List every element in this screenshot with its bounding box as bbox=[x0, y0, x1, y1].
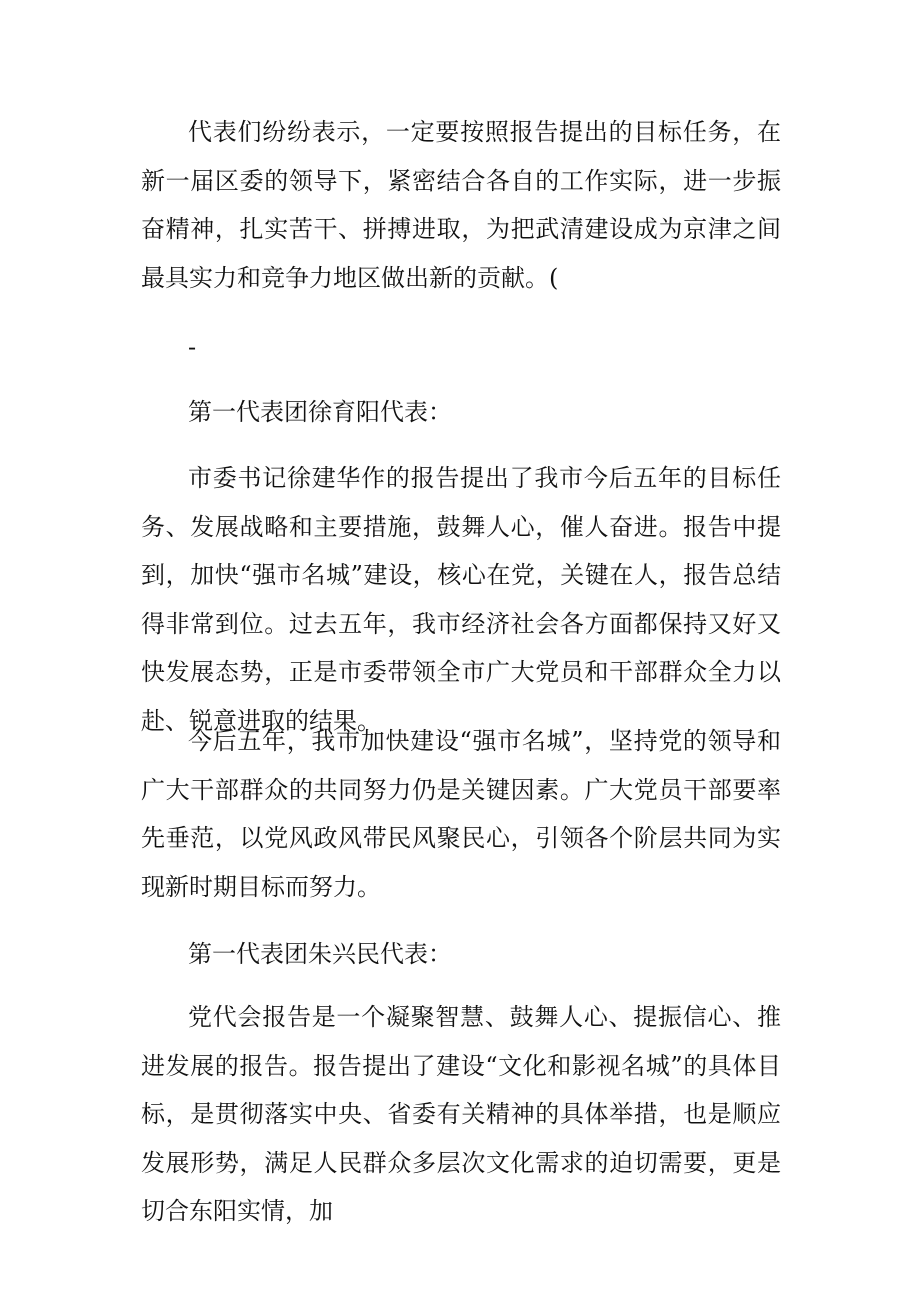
speaker-heading-zhu-xingmin: 第一代表团朱兴民代表： bbox=[188, 940, 452, 968]
paragraph-xu-speech-1: 市委书记徐建华作的报告提出了我市今后五年的目标任务、发展战略和主要措施，鼓舞人心，催人奋进。报告中提到，加快“强市名城”建设，核心在党，关键在人，报告总结得非常到位。过去五年，我市经济社会各方面都保持又好又快发展态势，正是市委带领全市广大党员和干部群众全力以赴、锐意进取的结果。 bbox=[141, 464, 781, 735]
paragraph-1: 代表们纷纷表示，一定要按照报告提出的目标任务，在新一届区委的领导下，紧密结合各自的工作实际，进一步振奋精神，扎实苦干、拼搏进取，为把武清建设成为京津之间最具实力和竞争力地区做出新的贡献。( bbox=[141, 118, 781, 292]
paragraph-xu-speech-2: 今后五年，我市加快建设“强市名城”，坚持党的领导和广大干部群众的共同努力仍是关键因素。广大党员干部要率先垂范，以党风政风带民风聚民心，引领各个阶层共同为实现新时期目标而努力。 bbox=[141, 727, 781, 901]
paragraph-dash: - bbox=[188, 333, 197, 361]
paragraph-zhu-speech: 党代会报告是一个凝聚智慧、鼓舞人心、提振信心、推进发展的报告。报告提出了建设“文化和影视名城”的具体目标，是贯彻落实中央、省委有关精神的具体举措，也是顺应发展形势，满足人民群众多层次文化需求的迫切需要，更是切合东阳实情，加 bbox=[141, 1003, 781, 1225]
speaker-heading-xu-yuyang: 第一代表团徐育阳代表： bbox=[188, 398, 452, 426]
